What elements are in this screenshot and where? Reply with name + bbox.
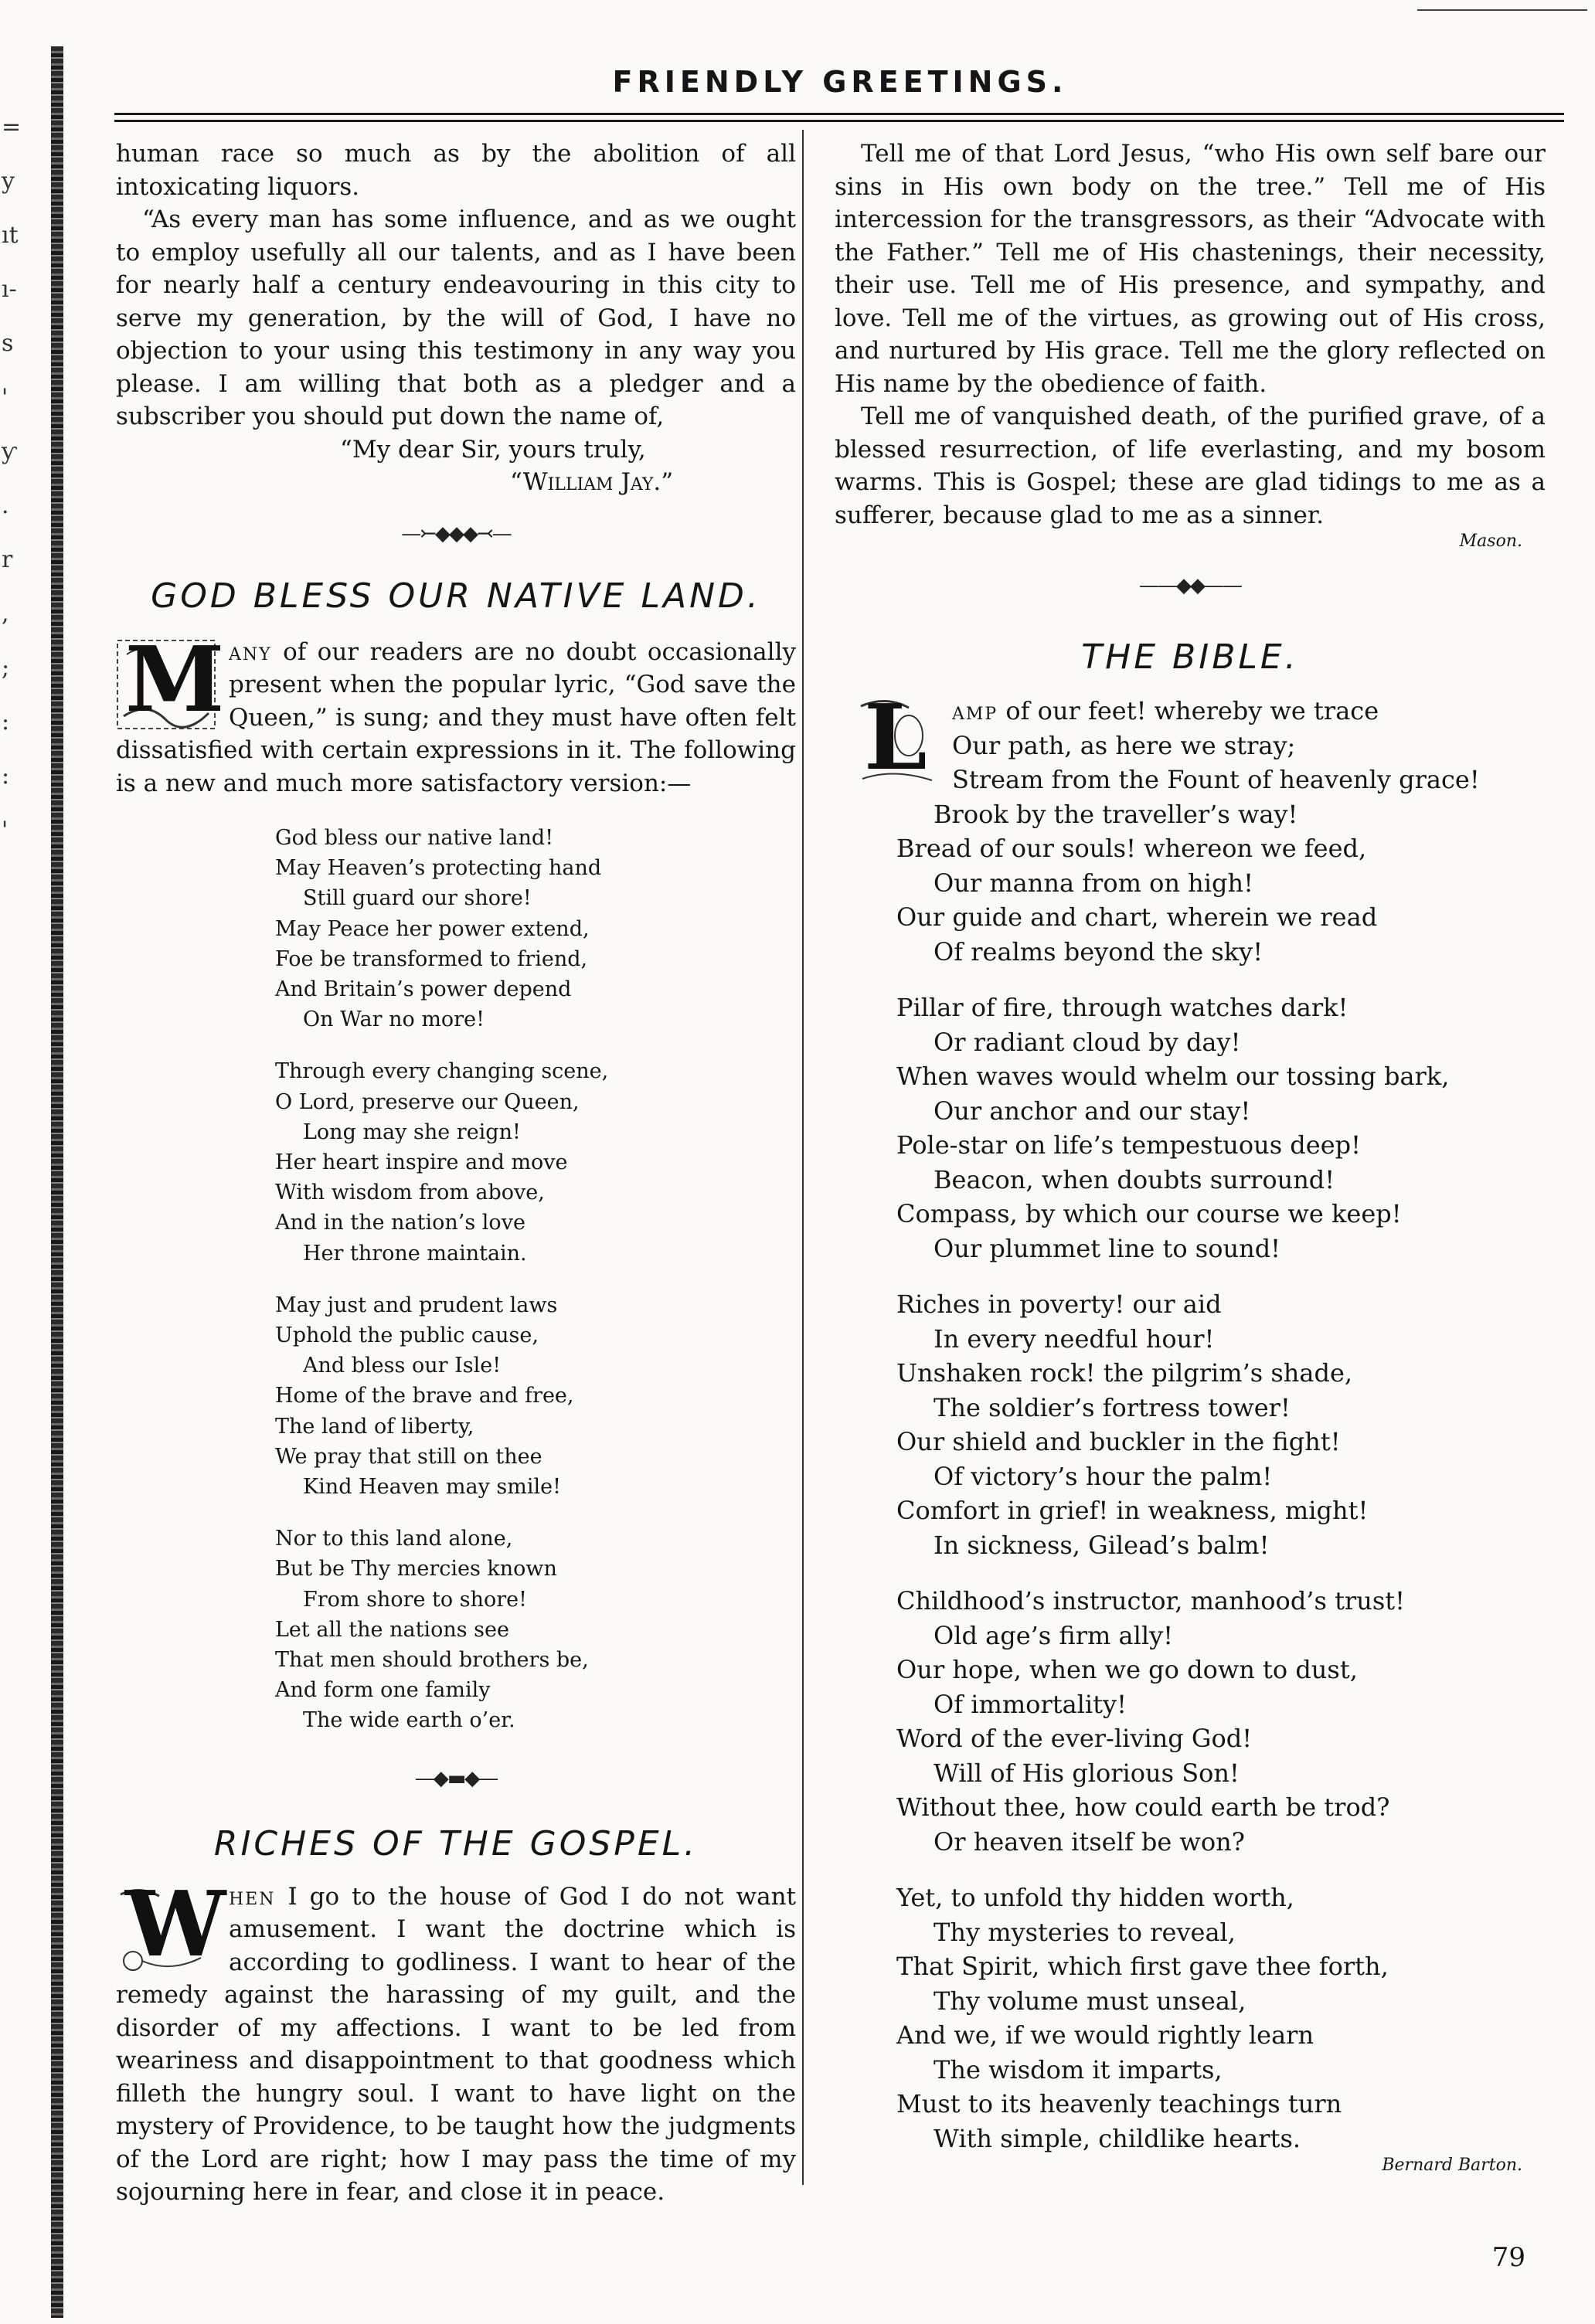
poem-line: And Britain’s power depend — [275, 977, 572, 1002]
poem-line: May Peace her power extend, — [275, 916, 590, 941]
poem-line: With simple, childlike hearts. — [934, 2123, 1301, 2153]
poem-line: Her throne maintain. — [303, 1241, 527, 1266]
margin-glyph: s — [2, 330, 14, 357]
margin-glyph: ; — [2, 654, 10, 681]
poem-line: The land of liberty, — [275, 1414, 474, 1439]
poem-line: That men should brothers be, — [275, 1648, 589, 1673]
section-title-riches: RICHES OF THE GOSPEL. — [213, 1823, 699, 1864]
column-rule — [802, 130, 804, 2185]
poem-line: May Heaven’s protecting hand — [275, 856, 602, 881]
margin-glyph: ' — [2, 384, 9, 411]
poem-line: We pray that still on thee — [275, 1444, 542, 1469]
ornament-divider: —◆▬◆— — [414, 1766, 498, 1790]
stanza-gap — [896, 1266, 1546, 1287]
page-edge — [0, 0, 31, 2324]
poem-line: Comfort in grief! in weakness, might! — [896, 1496, 1369, 1525]
letter-closing: “My dear Sir, yours truly, — [340, 435, 646, 464]
intro-paragraph: human race so much as by the abolition of all intoxicating liquors. — [116, 140, 796, 201]
poem-line: Our path, as here we stray; — [952, 730, 1296, 760]
stanza — [896, 1881, 1546, 2156]
attribution-mason: Mason. — [1459, 532, 1522, 551]
poem-line: Brook by the traveller’s way! — [934, 799, 1298, 829]
poem-line: Home of the brave and free, — [275, 1384, 574, 1408]
margin-glyph: . — [2, 492, 9, 519]
poem-line: On War no more! — [303, 1007, 485, 1032]
first-line-rest: of our feet! whereby we trace — [998, 696, 1379, 725]
stanza-gap — [275, 1035, 796, 1056]
stanza — [275, 823, 796, 1035]
stanza-gap — [275, 1269, 796, 1290]
poem-bible — [835, 797, 1546, 2156]
poem-line: When waves would whelm our tossing bark, — [896, 1062, 1450, 1091]
poem-line: Must to its heavenly teachings turn — [896, 2089, 1342, 2118]
poem-line: Compass, by which our course we keep! — [896, 1199, 1402, 1228]
binding-edge — [51, 46, 63, 2318]
poem-line: The wisdom it imparts, — [934, 2054, 1223, 2084]
margin-glyph: : — [2, 708, 10, 736]
poem-line: Riches in poverty! our aid — [896, 1289, 1222, 1319]
gospel-paragraph: Tell me of that Lord Jesus, “who His own self bare our sins in His own body on the tree.” Tell me of His intercession for the transgressors, as their “Advocate with the Father.” Tell me of His chastenings, their necessity, their use. Tell me of His presence, and sympathy, and love. Tell me of the virtues, as growing out of His cross, and nurtured by His grace. Tell me the glory reflected on His name by the obedience of faith. — [835, 140, 1546, 398]
stanza — [275, 1524, 796, 1735]
poem-line: And we, if we would rightly learn — [896, 2020, 1314, 2050]
poem-line: Beacon, when doubts surround! — [934, 1164, 1335, 1194]
lead-word: any — [229, 637, 272, 666]
poem-line: But be Thy mercies known — [275, 1557, 557, 1582]
gospel-paragraph: Tell me of vanquished death, of the purified grave, of a blessed resurrection, of life everlasting, and my bosom warms. This is Gospel; these are glad tidings to me as a sufferer, because glad to me as a sinner. — [835, 403, 1546, 529]
margin-glyph: r — [2, 546, 13, 573]
left-column — [116, 138, 796, 2209]
poem-god-bless — [116, 823, 796, 1736]
intro-text: of our readers are no doubt occasionally present when the popular lyric, “God save the Queen,” is sung; and they must have often felt dissatisfied with certain expressions in it. The following is a new and much more satisfactory version:— — [116, 637, 796, 797]
poem-line: Of victory’s hour the palm! — [934, 1461, 1273, 1491]
poem-line: And form one family — [275, 1678, 491, 1703]
stanza — [896, 990, 1546, 1266]
poem-line: God bless our native land! — [275, 826, 554, 850]
margin-glyph: , — [2, 600, 9, 627]
running-title: FRIENDLY GREETINGS. — [612, 65, 1068, 99]
poem-line: Will of His glorious Son! — [934, 1758, 1240, 1788]
dropcap-m — [116, 627, 225, 732]
poem-line: Our plummet line to sound! — [934, 1233, 1281, 1263]
poem-line: Thy volume must unseal, — [934, 1986, 1246, 2016]
section-title-bible: THE BIBLE. — [1081, 637, 1299, 677]
poem-line: Our anchor and our stay! — [934, 1096, 1251, 1126]
margin-glyph: : — [2, 763, 10, 790]
poem-line: Unshaken rock! the pilgrim’s shade, — [896, 1358, 1353, 1388]
dropcap-letter: L — [864, 685, 927, 790]
poem-line: May just and prudent laws — [275, 1293, 558, 1317]
section-body-god-bless — [116, 627, 796, 800]
margin-glyph: ıt — [2, 222, 19, 249]
poem-line: Still guard our shore! — [303, 886, 532, 911]
intro-paragraph: “As every man has some influence, and as we ought to employ usefully all our talents, and as I have been for nearly half a century endeavouring in this city to serve my generation, by the will of God, I have no objection to your using this testimony in any way you please. I am willing that both as a pledger and a subscriber you should put down the name of, — [116, 206, 796, 430]
poem-line: Our manna from on high! — [934, 868, 1253, 898]
stanza — [896, 1287, 1546, 1562]
section-title-god-bless: GOD BLESS OUR NATIVE LAND. — [151, 576, 761, 616]
stanza — [896, 797, 1546, 970]
page-number: 79 — [1491, 2242, 1525, 2273]
poem-line: Let all the nations see — [275, 1617, 509, 1642]
section-body-riches — [116, 1871, 796, 2209]
margin-glyph: ı- — [2, 276, 17, 303]
stanza-gap — [896, 969, 1546, 990]
poem-line: Pole-star on life’s tempestuous deep! — [896, 1130, 1361, 1160]
poem-line: Pillar of fire, through watches dark! — [896, 993, 1348, 1022]
ornament-divider: —⤚◆◆◆⤙— — [401, 522, 511, 545]
margin-glyph: ƴ — [2, 438, 17, 465]
poem-line: Or radiant cloud by day! — [934, 1027, 1241, 1057]
margin-glyph: = — [2, 114, 22, 141]
poem-line: Our hope, when we go down to dust, — [896, 1655, 1358, 1684]
poem-line: Our guide and chart, wherein we read — [896, 902, 1378, 932]
letter-signature: “William Jay.” — [510, 468, 674, 496]
poem-line: Nor to this land alone, — [275, 1527, 513, 1551]
dropcap-letter: W — [125, 1871, 226, 1977]
poem-line: Childhood’s instructor, manhood’s trust! — [896, 1586, 1405, 1616]
dropcap-letter: M — [125, 627, 225, 732]
poem-line: Foe be transformed to friend, — [275, 946, 588, 971]
margin-glyphs — [2, 100, 22, 858]
poem-line: Bread of our souls! whereon we feed, — [896, 834, 1367, 863]
stanza — [275, 1290, 796, 1502]
poem-line: Our shield and buckler in the fight! — [896, 1427, 1341, 1456]
margin-glyph: ' — [2, 817, 9, 844]
poem-line: And bless our Isle! — [303, 1354, 502, 1378]
dropcap-l — [855, 685, 940, 790]
poem-line: Old age’s firm ally! — [934, 1620, 1174, 1650]
poem-line: Her heart inspire and move — [275, 1150, 568, 1175]
poem-line: The wide earth o’er. — [303, 1708, 515, 1733]
stanza — [275, 1056, 796, 1268]
poem-line: Of immortality! — [934, 1689, 1127, 1719]
poem-line: Of realms beyond the sky! — [934, 936, 1263, 967]
section-body-bible — [835, 685, 1546, 797]
poem-line: Without thee, how could earth be trod? — [896, 1792, 1390, 1822]
poem-line: O Lord, preserve our Queen, — [275, 1089, 580, 1114]
riches-text: I go to the house of God I do not want amusement. I want the doctrine which is according to godliness. I want to hear of the remedy against the harassing of my guilt, and the disorder of my affections. I want to be led from weariness and disappointment to that goodness which filleth the hungry soul. I want to have light on the mystery of Providence, to be taught how the judgments of the Lord are right; how I may pass the time of my sojourning here in fear, and close it in peace. — [116, 1882, 796, 2207]
poem-line: In sickness, Gilead’s balm! — [934, 1530, 1270, 1560]
poem-line: Uphold the public cause, — [275, 1323, 539, 1348]
stanza-gap — [896, 1562, 1546, 1584]
right-column — [835, 138, 1546, 2175]
margin-glyph: y — [2, 168, 15, 195]
top-rule — [1417, 9, 1587, 11]
poem-line: Word of the ever-living God! — [896, 1724, 1253, 1753]
attribution-barton: Bernard Barton. — [1382, 2156, 1522, 2175]
poem-line: Long may she reign! — [303, 1120, 521, 1144]
poem-line: Stream from the Fount of heavenly grace! — [952, 765, 1480, 794]
poem-line: Kind Heaven may smile! — [303, 1475, 561, 1500]
dropcap-w — [116, 1871, 226, 1977]
poem-line: With wisdom from above, — [275, 1181, 545, 1205]
stanza — [896, 1584, 1546, 1859]
lead-word: amp — [952, 696, 998, 725]
poem-line: Yet, to unfold thy hidden worth, — [896, 1883, 1294, 1912]
poem-line: Thy mysteries to reveal, — [934, 1917, 1236, 1947]
header-double-rule — [114, 113, 1564, 122]
stanza-gap — [275, 1502, 796, 1524]
poem-line: And in the nation’s love — [275, 1211, 525, 1235]
poem-line: Or heaven itself be won? — [934, 1826, 1245, 1857]
lead-word: hen — [229, 1882, 276, 1911]
poem-line: Through every changing scene, — [275, 1059, 609, 1084]
stanza-gap — [896, 1859, 1546, 1881]
poem-line: In every needful hour! — [934, 1323, 1215, 1354]
poem-line: The soldier’s fortress tower! — [934, 1392, 1291, 1422]
poem-line: From shore to shore! — [303, 1587, 527, 1612]
poem-line: That Spirit, which first gave thee forth, — [896, 1952, 1389, 1981]
ornament-divider: ——◆◆—— — [1139, 574, 1241, 597]
